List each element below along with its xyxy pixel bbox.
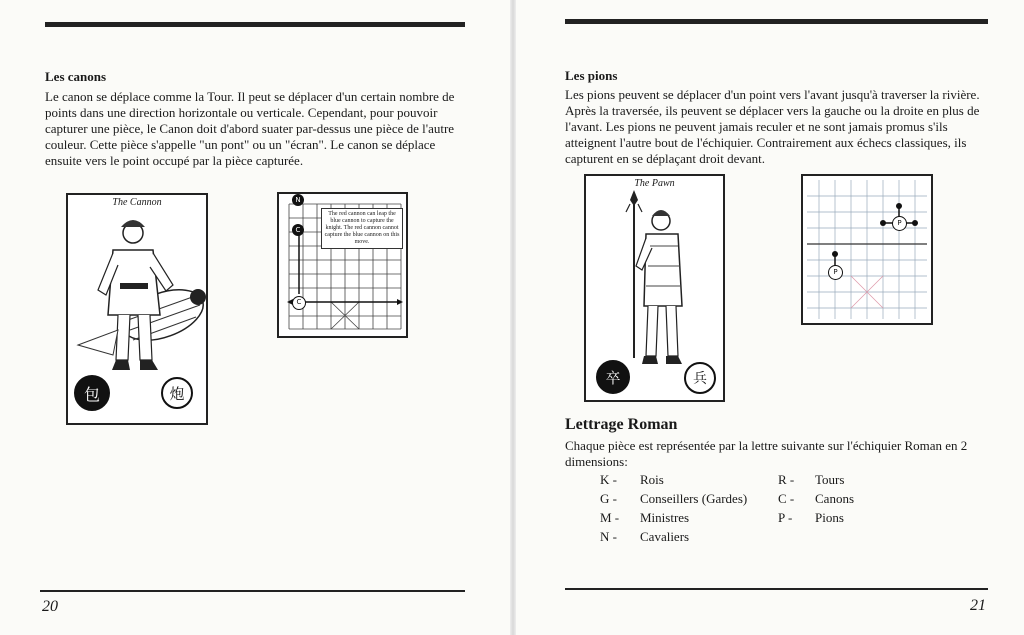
cannon-note-box: The red cannon can leap the blue cannon to capture the knight. The red cannon cannot capture the blue cannon on this move.	[321, 208, 403, 249]
top-rule	[565, 19, 988, 24]
right-page	[516, 0, 1024, 635]
board-grid	[803, 176, 931, 323]
pawn-illustration-card	[584, 174, 725, 402]
heading-lettrage-roman: Lettrage Roman	[565, 416, 678, 433]
legend-right-column	[778, 470, 895, 527]
heading-canons: Les canons	[45, 69, 107, 84]
pawn-board-diagram	[801, 174, 933, 325]
seal-left: 卒	[596, 360, 630, 394]
blue-cannon-marker: C	[292, 224, 304, 236]
legend-row: G - Conseillers (Gardes)	[600, 491, 748, 506]
pawn-marker-before-river: P	[828, 265, 843, 280]
card-title: The Cannon	[112, 197, 162, 208]
left-page	[0, 0, 510, 635]
paragraph-canons: Le canon se déplace comme la Tour. Il peut se déplacer d'un certain nombre de points dans une direction horizontale ou verticale. Cependant, pour pouvoir capturer une pièce, le Canon doit d'abord suater par-dessus une pièce de l'autre couleur. Cette pièce s'appelle "un pont" ou un "écran". Le canon se déplace ensuite vers le point occupé par la pièce capturée.	[45, 89, 455, 168]
legend-row: P - Pions	[778, 510, 844, 525]
red-cannon-marker: C	[292, 296, 306, 310]
legend-left-column	[600, 470, 785, 546]
cannon-illustration-card	[66, 193, 208, 425]
legend-row: M - Ministres	[600, 510, 690, 525]
heading-pions: Les pions	[565, 68, 618, 83]
bottom-rule	[40, 590, 465, 592]
paragraph-pions: Les pions peuvent se déplacer d'un point vers l'avant jusqu'à traverser la rivière. Après la traversée, ils peuvent se déplacer vers la gauche ou la droite en plus de l'avant. Les pions ne peuvent jamais reculer et ne sont jamais promus s'ils atteignent l'autre bout de l'échiquier. Contrairement aux échecs classiques, ils capturent en se déplaçant droit devant.	[565, 87, 980, 166]
knight-marker: N	[292, 194, 304, 206]
cannon-board-diagram	[277, 192, 408, 338]
legend-row: R - Tours	[778, 472, 845, 487]
paragraph-lettrage-roman: Chaque pièce est représentée par la lettre suivante sur l'échiquier Roman en 2 dimensions:	[565, 438, 968, 469]
page-number-left: 20	[42, 598, 58, 615]
page-number-right: 21	[970, 597, 986, 614]
top-rule	[45, 22, 465, 27]
seal-right: 兵	[684, 362, 716, 394]
legend-row: C - Canons	[778, 491, 854, 506]
bottom-rule	[565, 588, 988, 590]
card-title: The Pawn	[634, 178, 675, 189]
pawn-marker-across-river: P	[892, 216, 907, 231]
legend-row: N - Cavaliers	[600, 529, 690, 544]
legend-row: K - Rois	[600, 472, 664, 487]
seal-left: 包	[74, 375, 110, 411]
seal-right: 炮	[161, 377, 193, 409]
